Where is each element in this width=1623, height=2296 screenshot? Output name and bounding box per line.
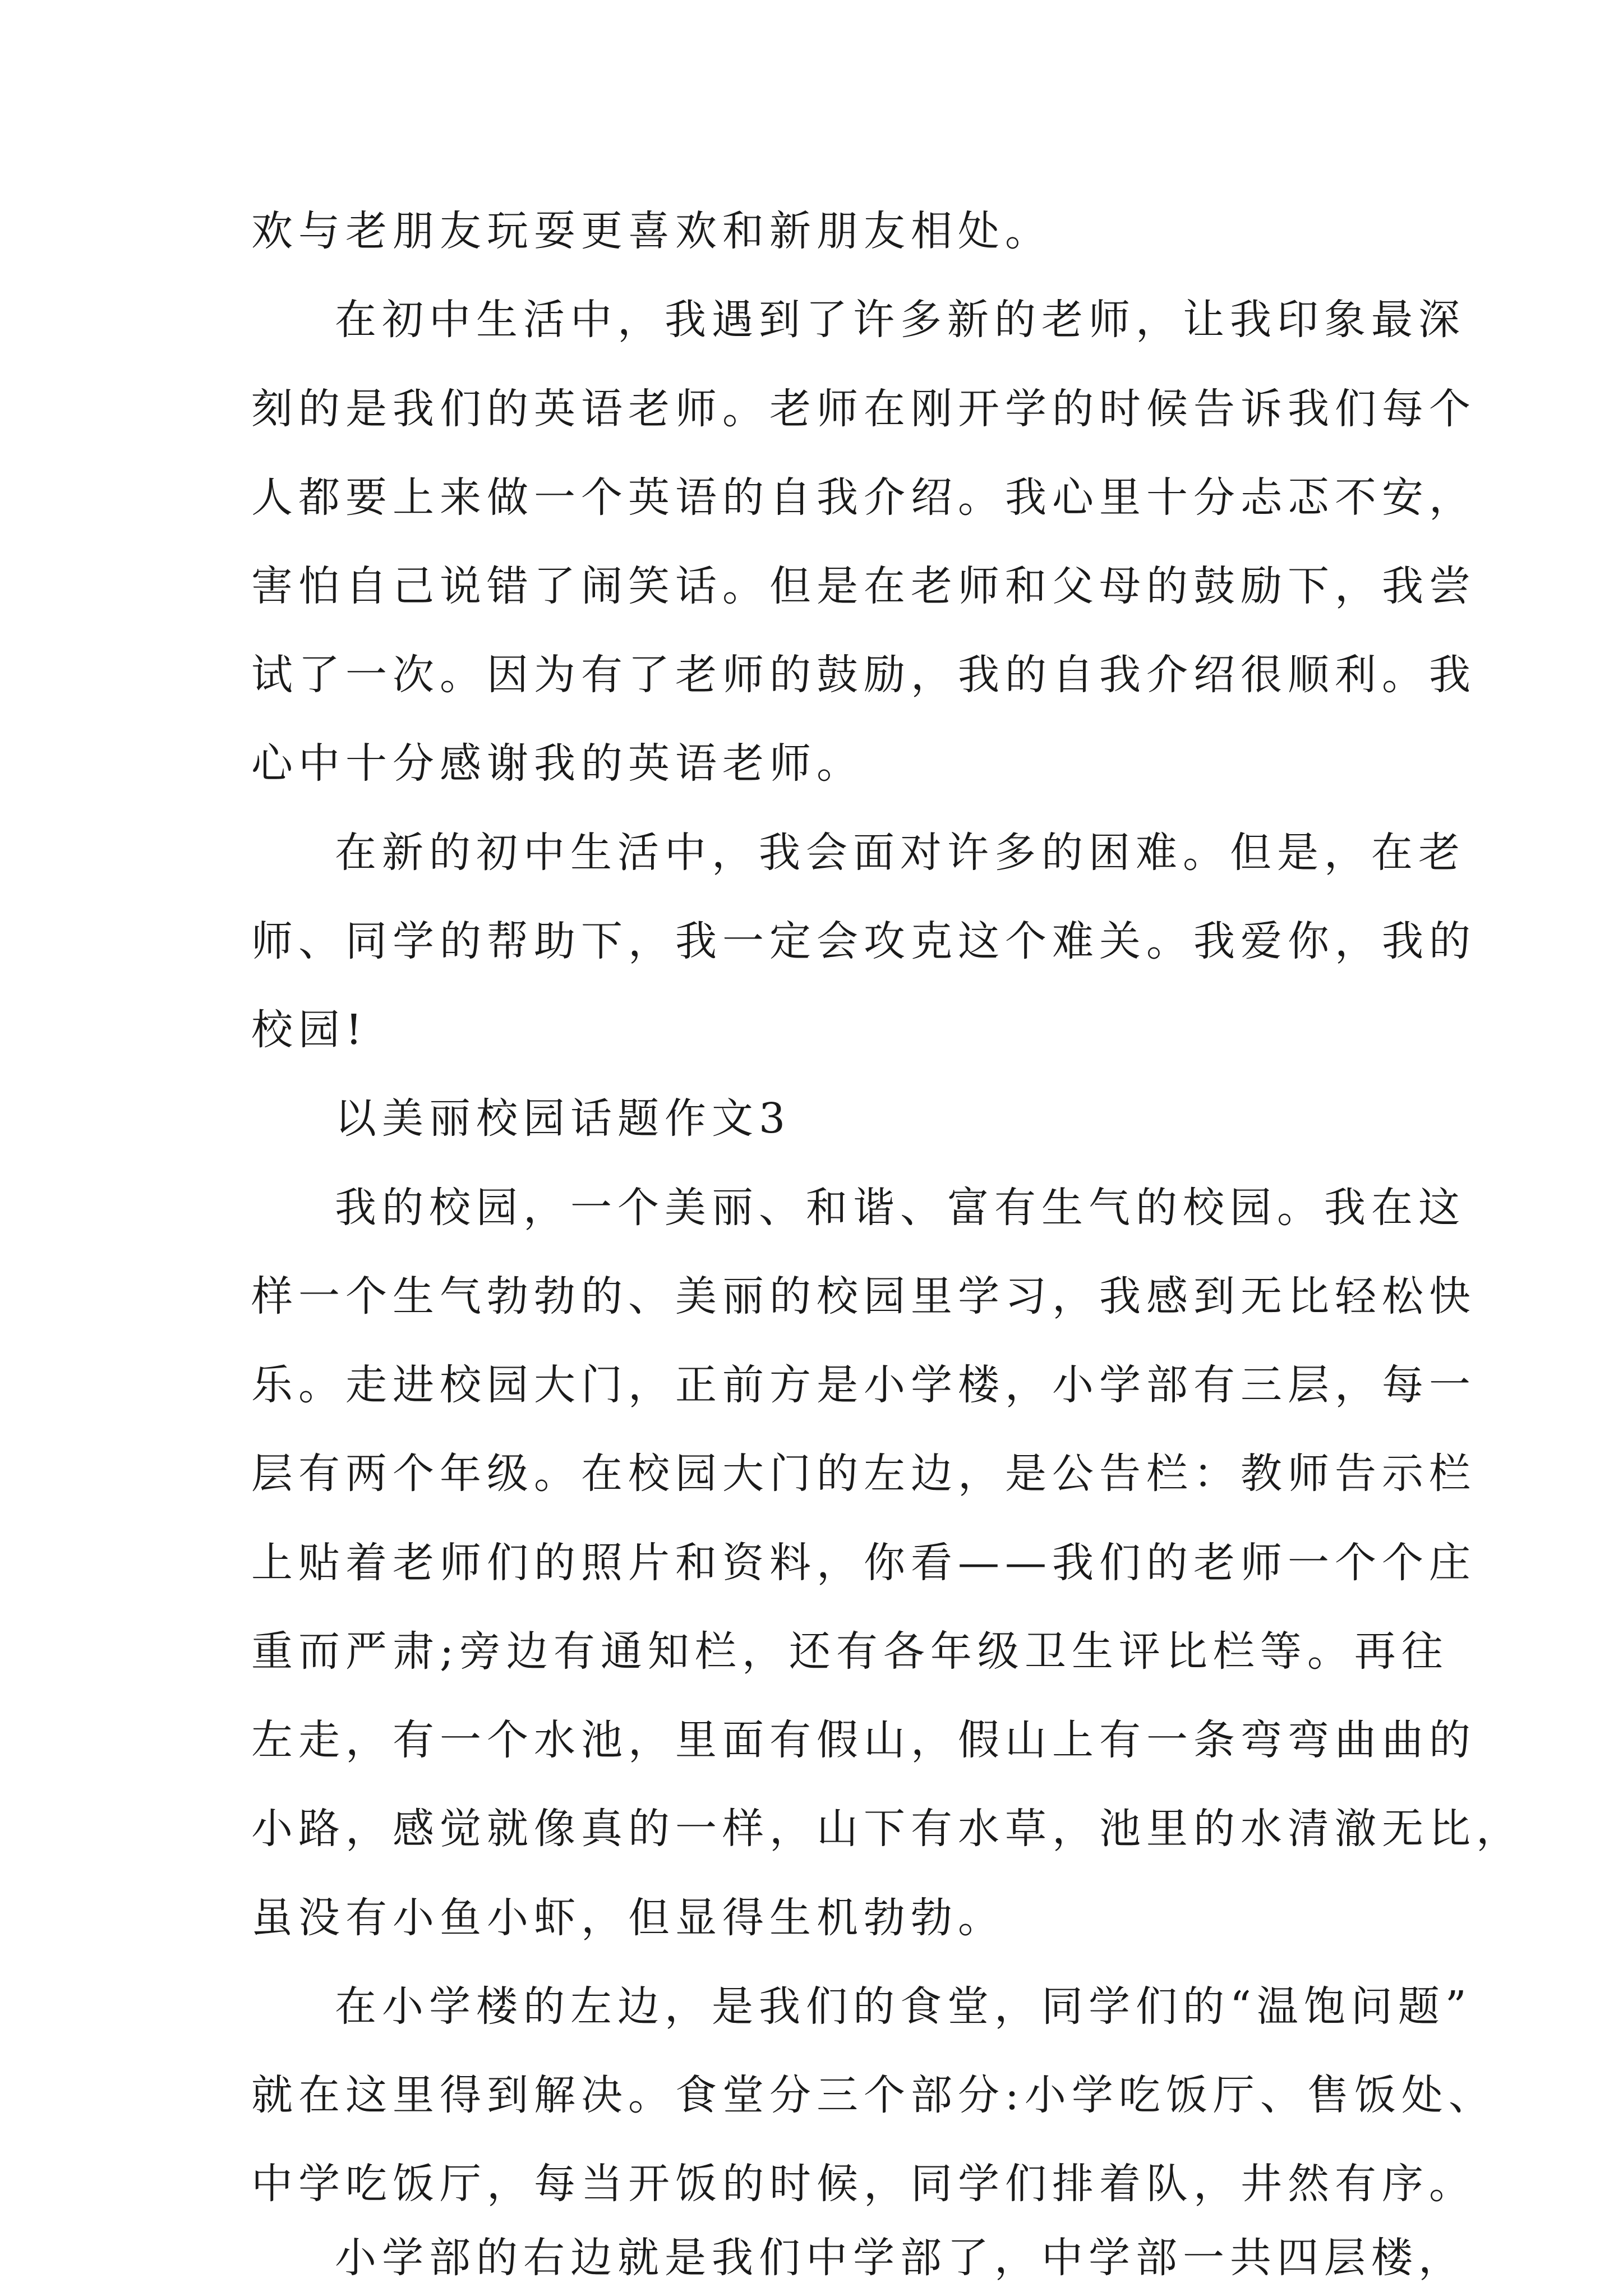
text-line: 重而严肃;旁边有通知栏，还有各年级卫生评比栏等。再往 — [251, 1627, 1449, 1676]
text-line: 虽没有小鱼小虾，但显得生机勃勃。 — [251, 1894, 1005, 1942]
text-line: 刻的是我们的英语老师。老师在刚开学的时候告诉我们每个 — [251, 385, 1476, 433]
text-line: 中学吃饭厅，每当开饭的时候，同学们排着队，井然有序。 — [251, 2160, 1476, 2208]
text-line: 师、同学的帮助下，我一定会攻克这个难关。我爱你，我的 — [251, 917, 1476, 965]
text-line: 心中十分感谢我的英语老师。 — [251, 739, 864, 788]
text-line: 层有两个年级。在校园大门的左边，是公告栏：教师告示栏 — [251, 1450, 1476, 1498]
paragraph-start-line: 在初中生活中，我遇到了许多新的老师，让我印象最深 — [335, 296, 1465, 344]
paragraph-start-line: 我的校园，一个美丽、和谐、富有生气的校园。我在这 — [335, 1184, 1465, 1232]
text-line: 样一个生气勃勃的、美丽的校园里学习，我感到无比轻松快 — [251, 1272, 1476, 1320]
paragraph-start-line: 在新的初中生活中，我会面对许多的困难。但是，在老 — [335, 829, 1465, 877]
text-line: 校园! — [251, 1006, 368, 1054]
text-line: 欢与老朋友玩耍更喜欢和新朋友相处。 — [251, 207, 1052, 255]
paragraph-start-line: 小学部的右边就是我们中学部了，中学部一共四层楼， — [335, 2234, 1465, 2282]
text-line: 小路，感觉就像真的一样，山下有水草，池里的水清澈无比， — [251, 1805, 1523, 1853]
section-heading: 以美丽校园话题作文3 — [335, 1094, 791, 1143]
text-line: 试了一次。因为有了老师的鼓励，我的自我介绍很顺利。我 — [251, 651, 1476, 699]
text-line: 乐。走进校园大门，正前方是小学楼，小学部有三层，每一 — [251, 1361, 1476, 1409]
text-line: 上贴着老师们的照片和资料，你看——我们的老师一个个庄 — [251, 1539, 1476, 1587]
text-line: 人都要上来做一个英语的自我介绍。我心里十分忐忑不安， — [251, 473, 1476, 522]
text-line: 害怕自己说错了闹笑话。但是在老师和父母的鼓励下，我尝 — [251, 562, 1476, 610]
text-line: 左走，有一个水池，里面有假山，假山上有一条弯弯曲曲的 — [251, 1716, 1476, 1764]
paragraph-start-line: 在小学楼的左边，是我们的食堂，同学们的“温饱问题” — [335, 1982, 1472, 2031]
text-line: 就在这里得到解决。食堂分三个部分:小学吃饭厅、售饭处、 — [251, 2071, 1496, 2119]
